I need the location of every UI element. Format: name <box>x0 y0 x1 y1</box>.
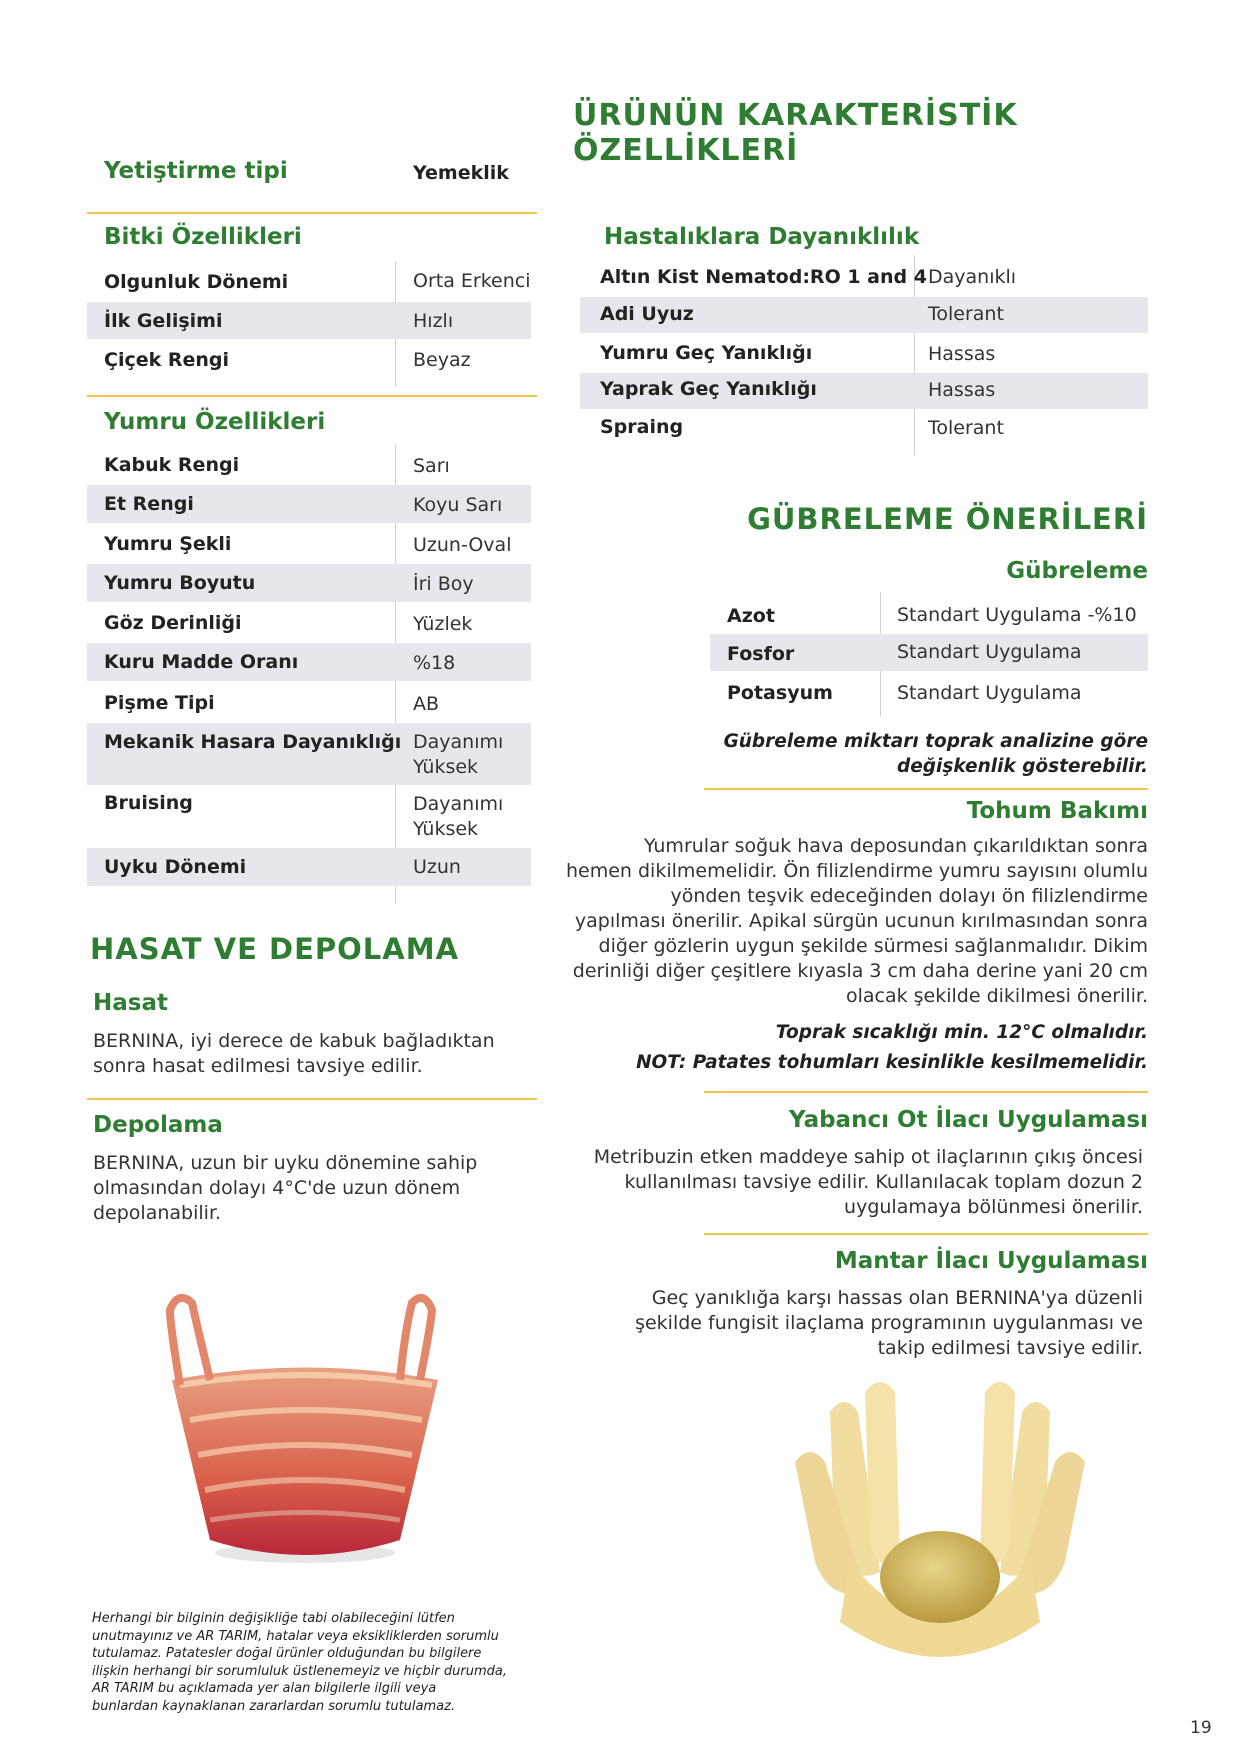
row-value: Yüzlek <box>413 613 473 635</box>
row-label: Yumru Şekli <box>104 533 232 555</box>
depolama-text: BERNINA, uzun bir uyku dönemine sahip olmasından dolayı 4°C'de uzun dönem depolanabilir. <box>93 1152 478 1224</box>
row-value: Orta Erkenci <box>413 270 531 292</box>
divider <box>87 212 537 214</box>
row-value: Standart Uygulama <box>897 641 1082 663</box>
row-value: AB <box>413 693 440 715</box>
hastalik-heading: Hastalıklara Dayanıklılık <box>604 224 920 250</box>
row-value: %18 <box>413 652 456 674</box>
table-row <box>87 643 531 681</box>
table-row <box>580 260 1148 295</box>
divider <box>704 1233 1148 1235</box>
mantar-heading: Mantar İlacı Uygulaması <box>834 1248 1148 1274</box>
row-value: Koyu Sarı <box>413 494 503 516</box>
row-label: Azot <box>727 605 775 627</box>
tohum-note-temperature: Toprak sıcaklığı min. 12°C olmalıdır. <box>775 1022 1148 1043</box>
row-label: Et Rengi <box>104 493 194 515</box>
tohum-heading: Tohum Bakımı <box>966 798 1148 824</box>
row-label: Kabuk Rengi <box>104 454 240 476</box>
table-row <box>87 723 531 785</box>
row-label: Uyku Dönemi <box>104 856 247 878</box>
row-value: Beyaz <box>413 349 471 371</box>
row-value: Tolerant <box>928 417 1004 439</box>
row-label: Fosfor <box>727 643 795 665</box>
table-row <box>710 597 1148 633</box>
row-value: Tolerant <box>928 303 1004 325</box>
row-value: İri Boy <box>413 573 474 595</box>
row-value: Standart Uygulama -%10 <box>897 604 1137 626</box>
divider <box>87 1098 537 1100</box>
hasat-heading: Hasat <box>93 990 168 1016</box>
row-value: Dayanımı Yüksek <box>413 793 504 840</box>
row-label: Spraing <box>600 416 684 438</box>
row-value: Uzun-Oval <box>413 534 512 556</box>
bitki-heading: Bitki Özellikleri <box>104 224 302 250</box>
table-row <box>87 341 531 378</box>
yabanci-heading: Yabancı Ot İlacı Uygulaması <box>789 1107 1148 1133</box>
row-label: Bruising <box>104 792 193 814</box>
row-label: Adi Uyuz <box>600 303 694 325</box>
table-row <box>87 683 531 721</box>
table-row <box>580 411 1148 446</box>
gubreleme-subheading: Gübreleme <box>1006 558 1148 584</box>
row-label: İlk Gelişimi <box>104 310 223 332</box>
yabanci-text: Metribuzin etken maddeye sahip ot ilaçlarının çıkış öncesi kullanılması tavsiye edilir. Kullanılacak toplam dozun 2 uygulamaya bölünmesi önerilir. <box>593 1146 1143 1218</box>
gubreleme-note: Gübreleme miktarı toprak analizine göre değişkenlik gösterebilir. <box>723 731 1148 777</box>
table-row <box>580 373 1148 409</box>
mantar-text: Geç yanıklığa karşı hassas olan BERNINA'ya düzenli şekilde fungisit ilaçlama programının uygulanması ve takip edilmesi tavsiye edilir. <box>635 1287 1143 1359</box>
row-value: Dayanımı Yüksek <box>413 731 504 778</box>
row-label: Olgunluk Dönemi <box>104 271 289 293</box>
divider <box>704 1091 1148 1093</box>
yetistirme-label: Yetiştirme tipi <box>104 158 288 184</box>
table-row <box>87 446 531 484</box>
row-label: Kuru Madde Oranı <box>104 651 299 673</box>
tohum-text: Yumrular soğuk hava deposundan çıkarıldıktan sonra hemen dikilmemelidir. Ön filizlendirme yumru sayısını olumlu yönden teşvik edeceğinden dolayı ön filizlendirme yapılması önerilir. Apikal sürgün ucunun kırılmasından sonra diğer gözlerin uygun şekilde sürmesi sağlanmalıdır. Dikim derinliği diğer çeşitlere kıyasla 3 cm daha derine yani 20 cm olacak şekilde dikilmesi önerilir. <box>565 835 1148 1007</box>
row-value: Sarı <box>413 455 450 477</box>
gubreleme-title: GÜBRELEME ÖNERİLERİ <box>747 502 1148 536</box>
row-value: Standart Uygulama <box>897 682 1082 704</box>
hasat-depolama-title: HASAT VE DEPOLAMA <box>90 932 460 966</box>
row-label: Altın Kist Nematod:RO 1 and 4 <box>600 266 927 288</box>
table-row <box>87 485 531 523</box>
row-value: Hassas <box>928 343 996 365</box>
row-value: Hızlı <box>413 310 454 332</box>
row-value: Dayanıklı <box>928 266 1017 288</box>
yetistirme-value: Yemeklik <box>413 162 509 184</box>
potato-basket-image <box>150 1285 460 1575</box>
table-row <box>87 263 531 300</box>
potato-hands-image <box>790 1372 1090 1682</box>
row-value: Uzun <box>413 856 461 878</box>
row-label: Çiçek Rengi <box>104 349 230 371</box>
disclaimer: Herhangi bir bilginin değişikliğe tabi olabileceğini lütfen unutmayınız ve AR TARIM, hatalar veya eksikliklerden sorumlu tutulamaz. Patatesler doğal ürünler olduğundan bu bilgilere ilişkin herhangi bir sorumluluk üstlenemeyiz ve hiçbir durumda, AR TARIM bu açıklamada yer alan bilgilerle ilgili veya bunlardan kaynaklanan zararlardan sorumlu tutulamaz. <box>92 1611 507 1714</box>
row-value: Hassas <box>928 379 996 401</box>
row-label: Yaprak Geç Yanıklığı <box>600 378 817 400</box>
divider <box>704 788 1148 790</box>
table-row <box>710 634 1148 671</box>
table-row <box>87 564 531 602</box>
divider <box>87 395 537 397</box>
table-row <box>87 786 531 848</box>
row-label: Pişme Tipi <box>104 692 215 714</box>
table-row <box>87 848 531 886</box>
row-label: Potasyum <box>727 682 833 704</box>
table-row <box>710 674 1148 711</box>
table-row <box>580 297 1148 333</box>
yumru-heading: Yumru Özellikleri <box>104 409 326 435</box>
table-row <box>580 336 1148 371</box>
row-label: Mekanik Hasara Dayanıklığı <box>104 731 402 753</box>
page-title: ÜRÜNÜN KARAKTERİSTİK ÖZELLİKLERİ <box>573 98 1018 168</box>
row-label: Yumru Boyutu <box>104 572 256 594</box>
hasat-text: BERNINA, iyi derece de kabuk bağladıktan sonra hasat edilmesi tavsiye edilir. <box>93 1030 495 1077</box>
row-label: Göz Derinliği <box>104 612 242 634</box>
depolama-heading: Depolama <box>93 1112 223 1138</box>
page-number: 19 <box>1190 1718 1212 1738</box>
row-label: Yumru Geç Yanıklığı <box>600 342 813 364</box>
tohum-note-seed: NOT: Patates tohumları kesinlikle kesilmemelidir. <box>636 1052 1148 1073</box>
table-row <box>87 603 531 641</box>
table-row <box>87 302 531 339</box>
table-row <box>87 524 531 562</box>
